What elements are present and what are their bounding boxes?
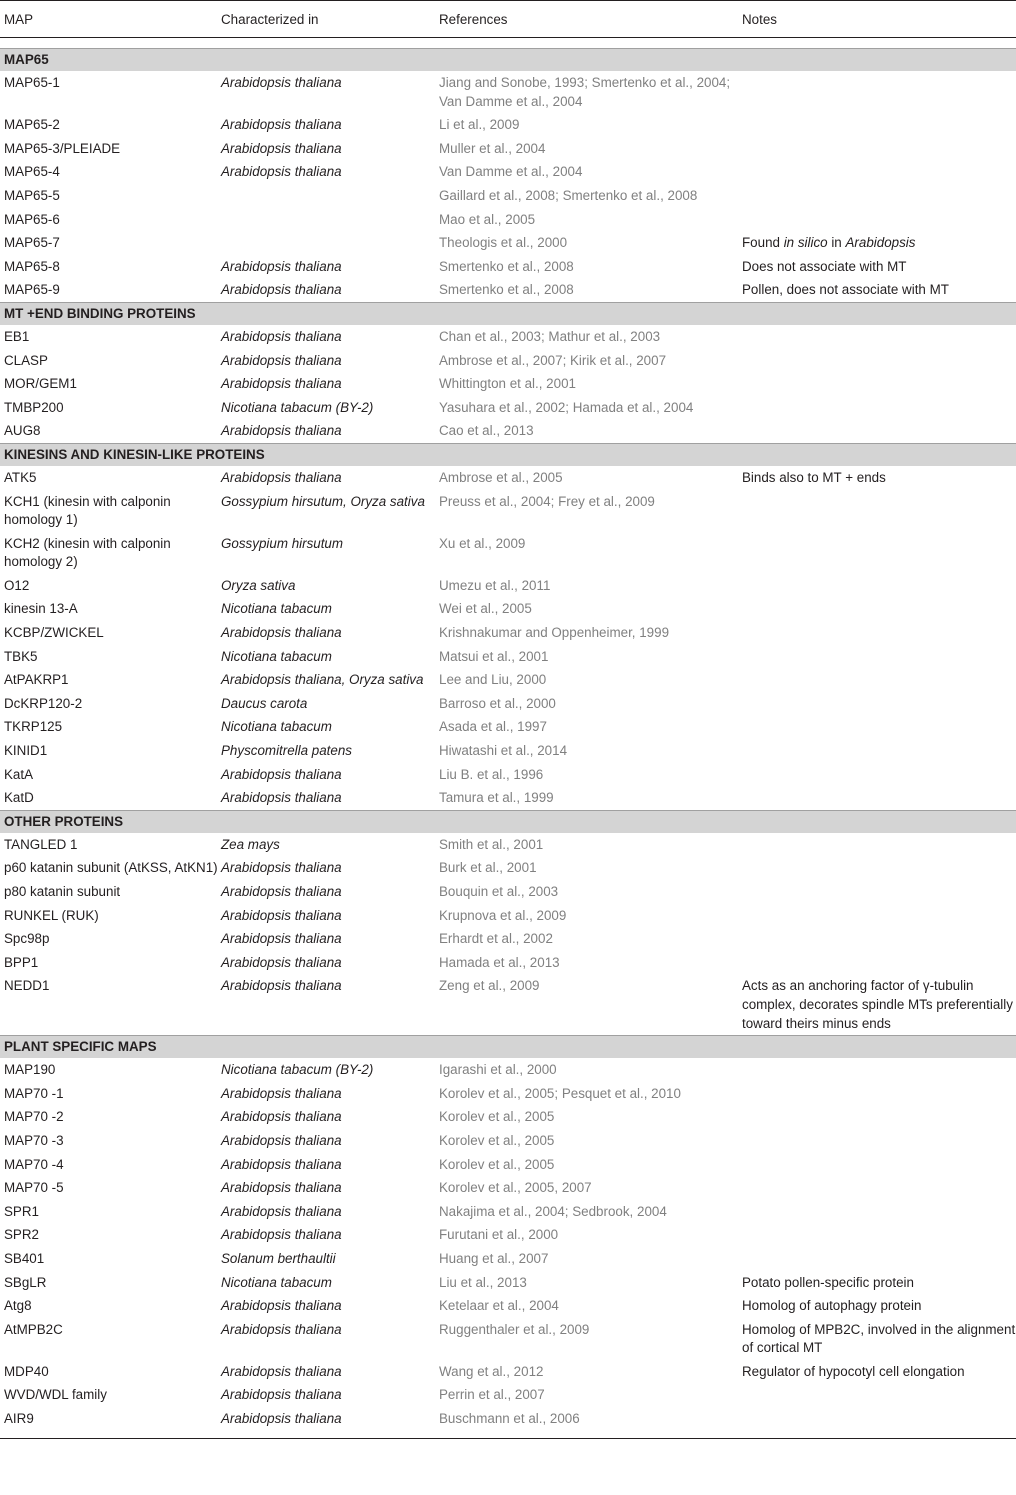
cell-notes bbox=[739, 532, 1016, 574]
cell-notes: Homolog of MPB2C, involved in the alignment of cortical MT bbox=[742, 1321, 1016, 1356]
cell-map: MAP65-4 bbox=[4, 164, 60, 180]
cell-references: Ketelaar et al., 2004 bbox=[439, 1298, 559, 1314]
cell-references: Umezu et al., 2011 bbox=[439, 577, 551, 593]
cell-references: Korolev et al., 2005 bbox=[439, 1156, 555, 1172]
cell-references: Ruggenthaler et al., 2009 bbox=[439, 1321, 590, 1337]
cell-map: TANGLED 1 bbox=[4, 836, 78, 852]
cell-characterized-in: Arabidopsis thaliana bbox=[221, 766, 342, 782]
cell-notes bbox=[739, 715, 1016, 739]
header-notes: Notes bbox=[742, 12, 777, 27]
cell-map: MAP190 bbox=[4, 1062, 56, 1078]
cell-notes bbox=[739, 786, 1016, 810]
cell-characterized-in: Arabidopsis thaliana bbox=[221, 140, 342, 156]
table-row bbox=[0, 951, 1016, 975]
cell-map: DcKRP120-2 bbox=[4, 695, 83, 711]
cell-notes: Homolog of autophagy protein bbox=[742, 1298, 922, 1314]
cell-notes bbox=[739, 137, 1016, 161]
cell-references: Ambrose et al., 2007; Kirik et al., 2007 bbox=[439, 352, 667, 368]
cell-characterized-in: Arabidopsis thaliana bbox=[221, 423, 342, 439]
table-row bbox=[0, 1200, 1016, 1224]
table-row bbox=[0, 349, 1016, 373]
table-row bbox=[0, 71, 1016, 113]
cell-references: Barroso et al., 2000 bbox=[439, 695, 556, 711]
cell-characterized-in: Arabidopsis thaliana bbox=[221, 1321, 342, 1337]
cell-characterized-in: Arabidopsis thaliana bbox=[221, 1227, 342, 1243]
cell-characterized-in: Nicotiana tabacum (BY-2) bbox=[221, 1062, 374, 1078]
cell-references: Zeng et al., 2009 bbox=[439, 978, 540, 994]
cell-references: Krupnova et al., 2009 bbox=[439, 907, 567, 923]
cell-notes: Does not associate with MT bbox=[742, 258, 907, 274]
cell-characterized-in: Arabidopsis thaliana, Oryza sativa bbox=[221, 672, 424, 688]
cell-characterized-in: Arabidopsis thaliana bbox=[221, 978, 342, 994]
table-row bbox=[0, 160, 1016, 184]
cell-map: EB1 bbox=[4, 328, 30, 344]
table-row bbox=[0, 255, 1016, 279]
cell-map: MAP65-3/PLEIADE bbox=[4, 140, 121, 156]
cell-notes bbox=[739, 208, 1016, 232]
cell-notes bbox=[739, 1176, 1016, 1200]
cell-map: kinesin 13-A bbox=[4, 601, 78, 617]
header-references: References bbox=[439, 12, 508, 27]
cell-map: MAP65-7 bbox=[4, 235, 60, 251]
cell-map: MAP65-9 bbox=[4, 282, 60, 298]
cell-map: MAP65-5 bbox=[4, 187, 60, 203]
table-row bbox=[0, 396, 1016, 420]
cell-map: MAP70 -5 bbox=[4, 1180, 64, 1196]
cell-notes bbox=[739, 113, 1016, 137]
cell-characterized-in: Arabidopsis thaliana bbox=[221, 790, 342, 806]
table-row bbox=[0, 1176, 1016, 1200]
cell-references: Perrin et al., 2007 bbox=[439, 1387, 545, 1403]
cell-references: Xu et al., 2009 bbox=[439, 535, 526, 551]
section-header bbox=[0, 302, 1016, 325]
cell-notes bbox=[739, 1247, 1016, 1271]
cell-notes bbox=[739, 1082, 1016, 1106]
cell-map: MAP65-6 bbox=[4, 211, 60, 227]
cell-map: SBgLR bbox=[4, 1274, 47, 1290]
table-row bbox=[0, 574, 1016, 598]
cell-characterized-in: Nicotiana tabacum bbox=[221, 648, 332, 664]
table-row bbox=[0, 739, 1016, 763]
table-row bbox=[0, 927, 1016, 951]
cell-references: Korolev et al., 2005 bbox=[439, 1109, 555, 1125]
cell-notes bbox=[739, 349, 1016, 373]
table-row bbox=[0, 137, 1016, 161]
table-row bbox=[0, 1153, 1016, 1177]
table-row bbox=[0, 490, 1016, 532]
table-row bbox=[0, 231, 1016, 255]
cell-notes: Potato pollen-specific protein bbox=[742, 1274, 914, 1290]
cell-characterized-in: Zea mays bbox=[221, 836, 280, 852]
cell-map: KatD bbox=[4, 790, 34, 806]
cell-notes: Found in silico in Arabidopsis bbox=[742, 235, 916, 251]
cell-characterized-in: Arabidopsis thaliana bbox=[221, 931, 342, 947]
table-row bbox=[0, 1082, 1016, 1106]
cell-notes bbox=[739, 951, 1016, 975]
cell-notes bbox=[739, 1383, 1016, 1407]
table-row bbox=[0, 1058, 1016, 1082]
cell-notes bbox=[739, 419, 1016, 443]
cell-characterized-in: Arabidopsis thaliana bbox=[221, 1109, 342, 1125]
cell-map: NEDD1 bbox=[4, 978, 50, 994]
cell-characterized-in: Arabidopsis thaliana bbox=[221, 282, 342, 298]
cell-references: Burk et al., 2001 bbox=[439, 860, 537, 876]
cell-characterized-in: Arabidopsis thaliana bbox=[221, 1363, 342, 1379]
cell-map: MAP65-2 bbox=[4, 117, 60, 133]
cell-characterized-in bbox=[218, 184, 436, 208]
header-characterized-in: Characterized in bbox=[221, 12, 319, 27]
cell-characterized-in: Arabidopsis thaliana bbox=[221, 1156, 342, 1172]
cell-notes bbox=[739, 71, 1016, 113]
table-row bbox=[0, 1223, 1016, 1247]
table-row bbox=[0, 597, 1016, 621]
section-title: OTHER PROTEINS bbox=[4, 813, 124, 829]
cell-references: Krishnakumar and Oppenheimer, 1999 bbox=[439, 625, 670, 641]
cell-notes bbox=[739, 645, 1016, 669]
cell-map: MAP65-1 bbox=[4, 75, 60, 90]
cell-characterized-in bbox=[218, 231, 436, 255]
table-row bbox=[0, 325, 1016, 349]
cell-references: Nakajima et al., 2004; Sedbrook, 2004 bbox=[439, 1203, 667, 1219]
cell-map: MAP65-8 bbox=[4, 258, 60, 274]
cell-map: KCBP/ZWICKEL bbox=[4, 625, 104, 641]
table-row bbox=[0, 786, 1016, 810]
cell-map: TMBP200 bbox=[4, 399, 64, 415]
cell-map: AtPAKRP1 bbox=[4, 672, 69, 688]
cell-map: MOR/GEM1 bbox=[4, 376, 77, 392]
cell-characterized-in: Arabidopsis thaliana bbox=[221, 954, 342, 970]
cell-notes bbox=[739, 621, 1016, 645]
cell-references: Theologis et al., 2000 bbox=[439, 235, 568, 251]
table-row bbox=[0, 184, 1016, 208]
table-row bbox=[0, 113, 1016, 137]
cell-references: Huang et al., 2007 bbox=[439, 1250, 549, 1266]
cell-characterized-in: Arabidopsis thaliana bbox=[221, 164, 342, 180]
cell-notes bbox=[739, 160, 1016, 184]
cell-map: KatA bbox=[4, 766, 34, 782]
cell-map: MAP70 -4 bbox=[4, 1156, 64, 1172]
cell-references: Bouquin et al., 2003 bbox=[439, 884, 559, 899]
table-row bbox=[0, 466, 1016, 490]
table-body bbox=[0, 48, 1016, 1431]
cell-notes bbox=[739, 880, 1016, 904]
cell-map: SB401 bbox=[4, 1250, 45, 1266]
cell-characterized-in: Daucus carota bbox=[221, 695, 308, 711]
cell-references: Smith et al., 2001 bbox=[439, 836, 544, 852]
cell-characterized-in: Arabidopsis thaliana bbox=[221, 860, 342, 876]
cell-notes bbox=[739, 1407, 1016, 1431]
cell-notes bbox=[739, 490, 1016, 532]
cell-map: AUG8 bbox=[4, 423, 41, 439]
cell-notes bbox=[739, 856, 1016, 880]
cell-map: p80 katanin subunit bbox=[4, 884, 121, 899]
cell-references: Korolev et al., 2005 bbox=[439, 1132, 555, 1148]
cell-references: Hiwatashi et al., 2014 bbox=[439, 743, 568, 759]
table-row bbox=[0, 904, 1016, 928]
table-row bbox=[0, 1294, 1016, 1318]
cell-references: Liu et al., 2013 bbox=[439, 1274, 527, 1290]
cell-references: Buschmann et al., 2006 bbox=[439, 1411, 580, 1427]
cell-notes bbox=[739, 668, 1016, 692]
cell-notes bbox=[739, 1129, 1016, 1153]
cell-references: Whittington et al., 2001 bbox=[439, 376, 576, 392]
cell-characterized-in: Arabidopsis thaliana bbox=[221, 328, 342, 344]
cell-references: Furutani et al., 2000 bbox=[439, 1227, 559, 1243]
cell-notes bbox=[739, 184, 1016, 208]
cell-notes bbox=[739, 597, 1016, 621]
table-row bbox=[0, 1247, 1016, 1271]
table-row bbox=[0, 1383, 1016, 1407]
header-map: MAP bbox=[4, 12, 34, 27]
cell-map: BPP1 bbox=[4, 954, 39, 970]
cell-map: WVD/WDL family bbox=[4, 1387, 107, 1403]
cell-references: Muller et al., 2004 bbox=[439, 140, 546, 156]
cell-map: KINID1 bbox=[4, 743, 48, 759]
cell-map: KCH1 (kinesin with calponin homology 1) bbox=[4, 493, 171, 528]
cell-characterized-in: Arabidopsis thaliana bbox=[221, 625, 342, 641]
table-row bbox=[0, 668, 1016, 692]
section-title: KINESINS AND KINESIN-LIKE PROTEINS bbox=[4, 446, 265, 462]
cell-references: Matsui et al., 2001 bbox=[439, 648, 549, 664]
cell-map: MAP70 -3 bbox=[4, 1132, 64, 1148]
section-title: MAP65 bbox=[4, 52, 49, 67]
cell-characterized-in: Arabidopsis thaliana bbox=[221, 1085, 342, 1101]
cell-characterized-in: Physcomitrella patens bbox=[221, 743, 352, 759]
cell-map: RUNKEL (RUK) bbox=[4, 907, 99, 923]
cell-map: p60 katanin subunit (AtKSS, AtKN1) bbox=[4, 860, 218, 876]
cell-characterized-in: Arabidopsis thaliana bbox=[221, 1411, 342, 1427]
cell-references: Korolev et al., 2005; Pesquet et al., 2010 bbox=[439, 1085, 681, 1101]
cell-map: O12 bbox=[4, 577, 30, 593]
section-title: PLANT SPECIFIC MAPS bbox=[4, 1039, 157, 1055]
cell-map: TBK5 bbox=[4, 648, 38, 664]
table-bottom-rule bbox=[0, 1438, 1016, 1439]
cell-references: Liu B. et al., 1996 bbox=[439, 766, 544, 782]
cell-notes bbox=[739, 1200, 1016, 1224]
cell-characterized-in bbox=[218, 208, 436, 232]
cell-notes bbox=[739, 1105, 1016, 1129]
cell-references: Cao et al., 2013 bbox=[439, 423, 534, 439]
cell-references: Gaillard et al., 2008; Smertenko et al., 2008 bbox=[439, 187, 698, 203]
cell-notes bbox=[739, 904, 1016, 928]
cell-notes bbox=[739, 927, 1016, 951]
cell-references: Li et al., 2009 bbox=[439, 117, 520, 133]
cell-characterized-in: Arabidopsis thaliana bbox=[221, 1387, 342, 1403]
cell-characterized-in: Arabidopsis thaliana bbox=[221, 258, 342, 274]
table-row bbox=[0, 856, 1016, 880]
table-header bbox=[0, 0, 1016, 38]
cell-references: Lee and Liu, 2000 bbox=[439, 672, 547, 688]
table-row bbox=[0, 715, 1016, 739]
table-row bbox=[0, 532, 1016, 574]
table-row bbox=[0, 974, 1016, 1035]
cell-characterized-in: Solanum berthaultii bbox=[221, 1250, 336, 1266]
cell-characterized-in: Arabidopsis thaliana bbox=[221, 1132, 342, 1148]
cell-references: Wei et al., 2005 bbox=[439, 601, 532, 617]
table-row bbox=[0, 1271, 1016, 1295]
section-header bbox=[0, 810, 1016, 833]
cell-map: CLASP bbox=[4, 352, 48, 368]
section-header bbox=[0, 48, 1016, 71]
cell-map: Spc98p bbox=[4, 931, 50, 947]
cell-characterized-in: Nicotiana tabacum (BY-2) bbox=[221, 399, 374, 415]
cell-notes bbox=[739, 692, 1016, 716]
cell-references: Smertenko et al., 2008 bbox=[439, 282, 574, 298]
cell-characterized-in: Nicotiana tabacum bbox=[221, 601, 332, 617]
section-title: MT +END BINDING PROTEINS bbox=[4, 305, 196, 321]
table-row bbox=[0, 1360, 1016, 1384]
cell-references: Mao et al., 2005 bbox=[439, 211, 536, 227]
cell-references: Jiang and Sonobe, 1993; Smertenko et al., 2004; Van Damme et al., 2004 bbox=[439, 75, 731, 109]
cell-map: AtMPB2C bbox=[4, 1321, 63, 1337]
cell-notes: Pollen, does not associate with MT bbox=[742, 282, 949, 298]
cell-characterized-in: Arabidopsis thaliana bbox=[221, 469, 342, 485]
cell-map: Atg8 bbox=[4, 1298, 32, 1314]
cell-references: Smertenko et al., 2008 bbox=[439, 258, 574, 274]
cell-notes bbox=[739, 372, 1016, 396]
table-row bbox=[0, 880, 1016, 904]
table-row bbox=[0, 372, 1016, 396]
cell-map: MDP40 bbox=[4, 1363, 49, 1379]
cell-map: TKRP125 bbox=[4, 719, 63, 735]
cell-characterized-in: Arabidopsis thaliana bbox=[221, 352, 342, 368]
cell-notes bbox=[739, 1223, 1016, 1247]
cell-map: SPR2 bbox=[4, 1227, 39, 1243]
cell-characterized-in: Nicotiana tabacum bbox=[221, 719, 332, 735]
cell-characterized-in: Arabidopsis thaliana bbox=[221, 1203, 342, 1219]
cell-notes: Regulator of hypocotyl cell elongation bbox=[742, 1363, 965, 1379]
cell-references: Wang et al., 2012 bbox=[439, 1363, 544, 1379]
cell-references: Asada et al., 1997 bbox=[439, 719, 547, 735]
cell-characterized-in: Arabidopsis thaliana bbox=[221, 75, 342, 90]
cell-notes bbox=[739, 574, 1016, 598]
cell-references: Hamada et al., 2013 bbox=[439, 954, 560, 970]
table-row bbox=[0, 645, 1016, 669]
cell-references: Chan et al., 2003; Mathur et al., 2003 bbox=[439, 328, 661, 344]
cell-references: Preuss et al., 2004; Frey et al., 2009 bbox=[439, 493, 655, 509]
cell-characterized-in: Arabidopsis thaliana bbox=[221, 1298, 342, 1314]
cell-notes: Acts as an anchoring factor of γ-tubulin complex, decorates spindle MTs preferentially toward theirs minus ends bbox=[742, 978, 1013, 1031]
cell-map: KCH2 (kinesin with calponin homology 2) bbox=[4, 535, 171, 570]
cell-characterized-in: Arabidopsis thaliana bbox=[221, 884, 342, 899]
cell-notes bbox=[739, 833, 1016, 857]
table-row bbox=[0, 692, 1016, 716]
cell-references: Tamura et al., 1999 bbox=[439, 790, 554, 806]
cell-characterized-in: Arabidopsis thaliana bbox=[221, 376, 342, 392]
cell-notes: Binds also to MT + ends bbox=[742, 469, 886, 485]
table-row bbox=[0, 833, 1016, 857]
cell-characterized-in: Arabidopsis thaliana bbox=[221, 907, 342, 923]
cell-notes bbox=[739, 1058, 1016, 1082]
table-row bbox=[0, 621, 1016, 645]
cell-characterized-in: Gossypium hirsutum, Oryza sativa bbox=[221, 493, 425, 509]
table-row bbox=[0, 763, 1016, 787]
table-row bbox=[0, 1407, 1016, 1431]
cell-notes bbox=[739, 396, 1016, 420]
cell-references: Ambrose et al., 2005 bbox=[439, 469, 563, 485]
cell-notes bbox=[739, 763, 1016, 787]
cell-characterized-in: Nicotiana tabacum bbox=[221, 1274, 332, 1290]
cell-map: MAP70 -2 bbox=[4, 1109, 64, 1125]
table-row bbox=[0, 278, 1016, 302]
cell-characterized-in: Arabidopsis thaliana bbox=[221, 1180, 342, 1196]
cell-references: Erhardt et al., 2002 bbox=[439, 931, 553, 947]
cell-references: Yasuhara et al., 2002; Hamada et al., 2004 bbox=[439, 399, 694, 415]
section-header bbox=[0, 443, 1016, 466]
cell-map: MAP70 -1 bbox=[4, 1085, 64, 1101]
table-row bbox=[0, 1129, 1016, 1153]
cell-notes bbox=[739, 325, 1016, 349]
section-header bbox=[0, 1035, 1016, 1058]
table-row bbox=[0, 1105, 1016, 1129]
cell-notes bbox=[739, 739, 1016, 763]
cell-characterized-in: Gossypium hirsutum bbox=[221, 535, 344, 551]
cell-map: ATK5 bbox=[4, 469, 37, 485]
table-row bbox=[0, 208, 1016, 232]
cell-characterized-in: Arabidopsis thaliana bbox=[221, 117, 342, 133]
table-row bbox=[0, 419, 1016, 443]
cell-references: Van Damme et al., 2004 bbox=[439, 164, 583, 180]
cell-references: Igarashi et al., 2000 bbox=[439, 1062, 557, 1078]
cell-characterized-in: Oryza sativa bbox=[221, 577, 296, 593]
cell-notes bbox=[739, 1153, 1016, 1177]
cell-references: Korolev et al., 2005, 2007 bbox=[439, 1180, 592, 1196]
table-row bbox=[0, 1318, 1016, 1360]
cell-map: SPR1 bbox=[4, 1203, 39, 1219]
cell-map: AIR9 bbox=[4, 1411, 34, 1427]
